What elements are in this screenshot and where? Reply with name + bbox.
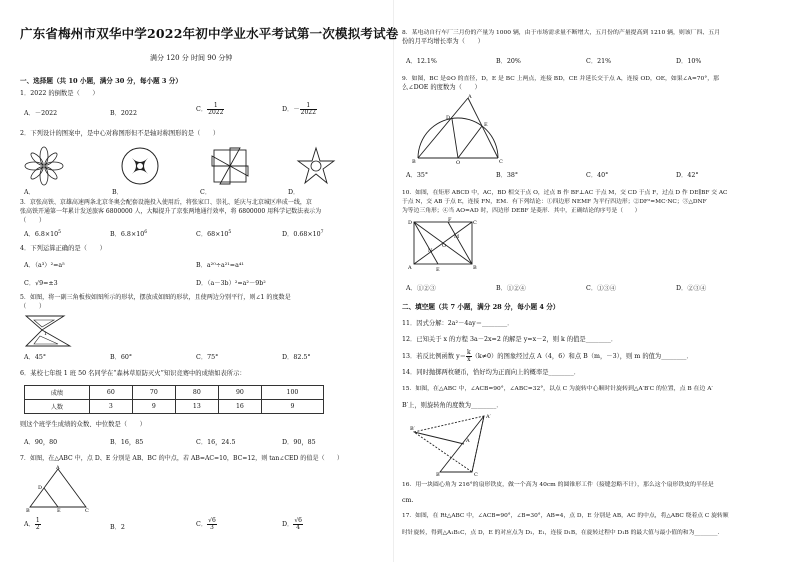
- q16-line1: 16．用一块圆心角为 216°的扇形铁皮，做一个高为 40cm 的圆锥形工件（接缝忽略不计），那么这个扇形铁皮的半径是: [402, 482, 714, 488]
- table-cell: 成绩: [25, 386, 90, 400]
- q2-stem: 2．下列设计的图案中，是中心对称图形但不是轴对称图形的是（ ）: [20, 130, 220, 137]
- q10-label-a: A: [408, 265, 412, 271]
- q9-label-d: D: [446, 115, 451, 121]
- q5-line1: 5．如图，将一副三角板按如图所示的形状，摆放成如图的形状，且使两边分别平行，则∠1 的度数是: [20, 294, 291, 301]
- table-cell: 13: [175, 400, 218, 414]
- table-cell: 70: [132, 386, 175, 400]
- q4-option-c: C．√9=±3: [24, 280, 58, 287]
- q3-option-c: C．$68\times 10^5$: [196, 229, 232, 238]
- q10-option-d: D．②③④: [676, 285, 707, 292]
- q9-label-o: O: [456, 160, 461, 164]
- q9-line2: 么∠DOE 的度数为（ ）: [402, 84, 481, 91]
- table-row: [25, 400, 324, 414]
- q15-label-b-prime: B′: [410, 426, 415, 432]
- q8-option-d: D．10%: [676, 58, 702, 65]
- q7-option-c: C． $\frac{√6}{3}$: [196, 517, 216, 531]
- q6-option-d: D．90，85: [282, 439, 316, 446]
- q10-label-d: D: [408, 220, 413, 226]
- q9-option-c: C．40°: [586, 172, 609, 179]
- q1-option-d: D．－ $\frac{1}{2022}$: [282, 102, 316, 116]
- q15-label-a: A: [466, 438, 470, 444]
- table-cell: 3: [89, 400, 132, 414]
- q3-line2: 张高铁开通第一年累计发送旅客 6800000 人，大幅提升了京张两地通行效率，将 6800000 用科学记数法表示为: [20, 208, 322, 215]
- q6-score-table: [24, 385, 324, 414]
- q9-label-c: C: [499, 159, 503, 164]
- q3-line1: 3．京张高铁、京雄高速两条北京冬奥会配套设施投入使用后，将张家口、崇礼、延庆与北京城区串成一线，京: [20, 199, 312, 206]
- q10-line2: 于点 N，交 AB 于点 E，连接 FN，EM．有下列结论：①四边形 NEMF 为平行四边形；②DF²=MC·NC；③△DNF: [402, 199, 707, 205]
- q2-option-b: B．: [112, 189, 123, 196]
- q12-text: 12．已知关于 x 的方程 3a－2x=2 的解是 y=x－2，则 k 的值是________．: [402, 336, 618, 343]
- q4-option-d: D．（a－3b）²=a²－9b²: [196, 280, 266, 287]
- table-cell: 9: [261, 400, 323, 414]
- q1-option-a: A．－2022: [24, 110, 58, 117]
- q14-text: 14．同时抛掷两枚硬币，恰好均为正面向上的概率是________．: [402, 369, 581, 376]
- q7-label-b: B: [26, 508, 30, 513]
- q15-label-b: B: [436, 472, 440, 476]
- q7-label-e: E: [57, 508, 61, 513]
- coin-pattern-icon: [120, 146, 160, 186]
- q7-option-d: D． $\frac{√6}{4}$: [282, 517, 302, 531]
- q6-stem: 6．某校七年级 1 班 50 名同学在“森林草原防灭火”知识竞赛中的成绩如表所示：: [20, 370, 246, 377]
- q4-option-b: B．a²⁰÷a²¹=a⁴¹: [196, 262, 244, 269]
- q2-option-d: D．: [288, 189, 300, 196]
- q10-label-e: E: [436, 267, 440, 272]
- table-cell: 90: [218, 386, 261, 400]
- q3-line3: （ ）: [20, 217, 46, 224]
- q8-option-b: B．20%: [496, 58, 521, 65]
- table-cell: 100: [261, 386, 323, 400]
- q7-label-d: D: [38, 485, 43, 491]
- q6-option-b: B．16，85: [110, 439, 144, 446]
- q10-label-m: M: [454, 234, 460, 240]
- q8-line1: 8．某电动自行车厂三月份的产量为 1000 辆，由于市场需求量不断增大，五月份的产量提高到 1210 辆，则该厂四、五月: [402, 30, 721, 36]
- q17-line2: 时针旋转，得到△A₁B₁C，点 D，E 的对应点为 D₁，E₁，连接 D₁B，在旋转过程中 D₁B 的最大值与最小值的和为________．: [402, 530, 724, 536]
- table-cell: 9: [132, 400, 175, 414]
- q3-option-a: A．$6.8\times 10^5$: [24, 229, 62, 238]
- q1-option-c: C． $\frac{1}{2022}$: [196, 102, 224, 116]
- q11-text: 11．因式分解：2a²－4ay＝________．: [402, 320, 514, 327]
- q5-option-b: B．60°: [110, 354, 133, 361]
- q10-line1: 10．如图，在矩形 ABCD 中，AC，BD 相交于点 O，过点 B 作 BF⊥AC 于点 M，交 CD 于点 F，过点 D 作 DE∥BF 交 AC: [402, 190, 728, 196]
- q6-option-c: C．16，24.5: [196, 439, 236, 446]
- q9-line1: 9．如图，BC 是⊙O 的直径，D，E 是 BC 上两点，连接 BD，CE 并延长交于点 A，连接 OD，OE，如果∠A=70°，那: [402, 76, 720, 82]
- q5-angle-label: 1: [44, 331, 48, 337]
- section1-heading: 一、选择题（共 10 小题，满分 30 分，每小题 3 分）: [20, 77, 182, 85]
- q8-option-c: C．21%: [586, 58, 612, 65]
- q3-option-b: B．$6.8\times 10^6$: [110, 229, 148, 238]
- q15-rotation-figure: [410, 410, 494, 476]
- flower-pattern-icon: [24, 146, 64, 186]
- q17-line1: 17．如图，在 Rt△ABC 中，∠ACB=90°，∠B=30°，AB=4，点 D，E 分别是 AB，AC 的中点，将△ABC 绕着点 C 旋转顺: [402, 513, 729, 519]
- q5-option-c: C．75°: [196, 354, 219, 361]
- q5-line2: （ ）: [20, 303, 46, 310]
- q1-stem: 1．2022 的倒数是（ ）: [20, 90, 99, 97]
- q9-label-a: A: [468, 94, 472, 100]
- q8-line2: 份的月平均增长率为（ ）: [402, 38, 484, 45]
- q7-option-b: B．2: [110, 524, 125, 531]
- q10-option-a: A．①②③: [406, 285, 436, 292]
- q5-option-d: D．82.5°: [282, 354, 311, 361]
- q2-option-c: C．: [200, 189, 212, 196]
- table-cell: 60: [89, 386, 132, 400]
- q15-line2: B′上，则旋转角的度数为________．: [402, 402, 503, 409]
- q9-semicircle-figure: [412, 92, 508, 164]
- q7-stem: 7．如图，在△ABC 中，点 D、E 分别是 AB、BC 的中点，若 AB=AC=10，BC=12，则 tan∠CED 的值是（ ）: [20, 455, 343, 462]
- q7-triangle-figure: [26, 465, 90, 513]
- q8-option-a: A．12.1%: [406, 58, 437, 65]
- q10-label-b: B: [473, 265, 477, 271]
- q10-label-n: N: [428, 248, 433, 254]
- q6-option-a: A．90，80: [24, 439, 58, 446]
- q10-option-c: C．①③④: [586, 285, 617, 292]
- q7-option-a: A． $\frac{1}{2}$: [24, 517, 40, 531]
- q10-label-c: C: [473, 220, 477, 226]
- q1-option-b: B．2022: [110, 110, 137, 117]
- pinwheel-pattern-icon: [210, 146, 250, 186]
- q9-label-b: B: [412, 159, 416, 164]
- star-pattern-icon: [296, 146, 336, 186]
- q10-option-b: B．①②④: [496, 285, 526, 292]
- q10-rectangle-figure: [408, 216, 478, 272]
- q2-option-a: A．: [24, 189, 35, 196]
- q6-line2: 则这个班学生成绩的众数、中位数是（ ）: [20, 421, 146, 428]
- q9-label-e: E: [484, 122, 488, 128]
- table-cell: 人数: [25, 400, 90, 414]
- table-row: [25, 386, 324, 400]
- q15-line1: 15．如图，在△ABC 中，∠ACB=90°，∠ABC=32°，以点 C 为旋转中心顺时针旋转到△A′B′C 的位置，点 B 在边 A′: [402, 386, 713, 392]
- q5-option-a: A．45°: [24, 354, 47, 361]
- section2-heading: 二、填空题（共 7 小题，满分 28 分，每小题 4 分）: [402, 303, 560, 311]
- q10-label-o: O: [442, 243, 447, 249]
- q3-option-d: D．$0.68\times 10^7$: [282, 229, 324, 238]
- q9-option-d: D．42°: [676, 172, 699, 179]
- q16-line2: cm.: [402, 497, 414, 504]
- q10-label-f: F: [448, 217, 452, 223]
- table-cell: 80: [175, 386, 218, 400]
- q13-text: 13．若反比例函数 y＝ $\frac{k}{x}$ （k≠0）的图象经过点 A（4，6）和点 B（m，－3），则 m 的值为________．: [402, 349, 693, 363]
- q9-option-a: A．35°: [406, 172, 429, 179]
- q10-line3: 为等边三角形；④当 AO=AD 时，四边形 DEBF 是菱形．其中，正确结论的序号是（ ）: [402, 208, 641, 214]
- q7-label-c: C: [85, 508, 89, 513]
- q15-label-c: C: [474, 472, 478, 476]
- table-cell: 16: [218, 400, 261, 414]
- q15-label-a-prime: A′: [486, 414, 491, 420]
- exam-subtitle: 满分 120 分 时间 90 分钟: [150, 54, 233, 62]
- q4-option-a: A．（a³）²=a⁵: [24, 262, 65, 269]
- q7-label-a: A: [56, 465, 60, 471]
- q5-triangle-rulers-figure: [24, 314, 72, 348]
- q9-option-b: B．38°: [496, 172, 519, 179]
- exam-title: 广东省梅州市双华中学2022年初中学业水平考试第一次模拟考试卷: [20, 26, 399, 41]
- column-divider: [393, 0, 394, 562]
- q4-stem: 4．下列运算正确的是（ ）: [20, 245, 106, 252]
